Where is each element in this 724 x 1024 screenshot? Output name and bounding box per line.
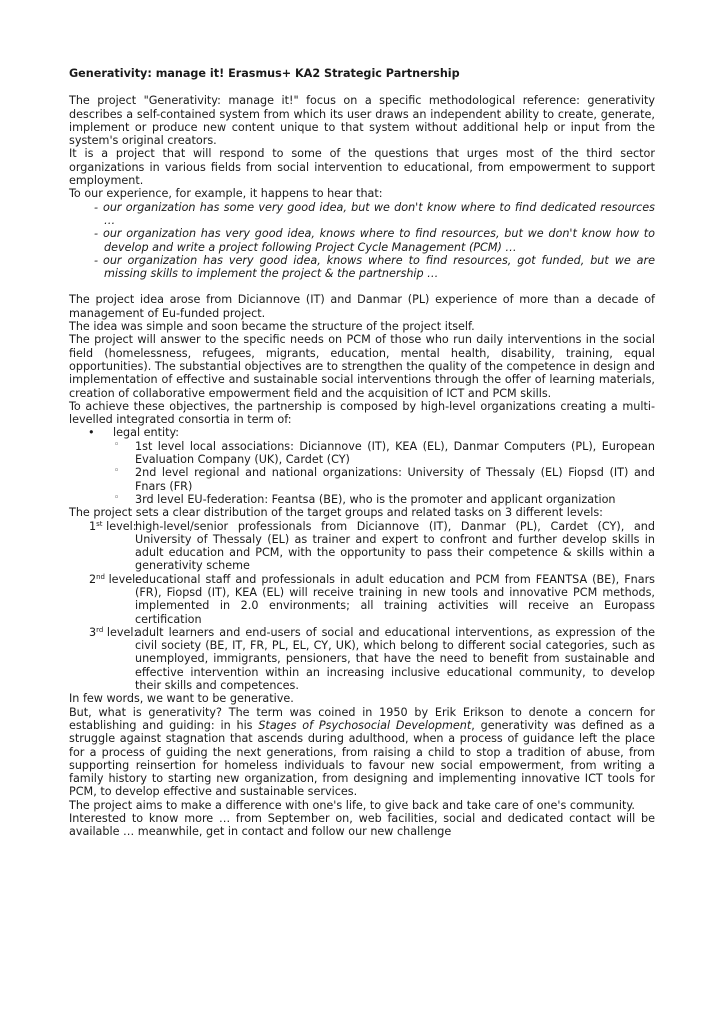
paragraph-gap [69, 280, 655, 293]
document-title: Generativity: manage it! Erasmus+ KA2 Strategic Partnership [69, 67, 460, 80]
quote-item [69, 254, 655, 281]
quote-item [69, 227, 655, 254]
sub-bullet-marker: ◦ [114, 439, 120, 450]
body-paragraph-1: The project idea arose from Diciannove (IT) and Danmar (PL) experience of more than a decade of management of Eu-funded project. [69, 293, 655, 320]
document-page [69, 67, 655, 839]
sub-bullet-item [69, 466, 655, 493]
level-ordinal: st [96, 519, 103, 528]
paragraph-text: , generativity was defined as a struggle against stagnation that ascends during adulthood, when a process of guidance left the place for a process of guiding the next generations, from raising a child to stop a tradition of abuse, from supporting reinsertion for homeless individuals to favour new social empowerment, from writing a family history to starting new organization, from designing and implementing innovative ICT tools for PCM, to develop effective and sustainable services. [69, 718, 655, 799]
sub-bullet-marker: ◦ [114, 492, 120, 503]
sub-bullet-text: 3rd level EU-federation: Feantsa (BE), who is the promoter and applicant organization [135, 492, 616, 506]
quote-item [69, 201, 655, 228]
sub-bullet-text: 2nd level regional and national organizations: University of Thessaly (EL) Fiopsd (IT) and Fnars (FR) [135, 466, 655, 493]
level-text: adult learners and end-users of social and educational interventions, as expression of the civil society (BE, IT, FR, PL, EL, CY, UK), which belong to different social categories, such as unemployed, immigrants, pensioners, that have the need to benefit from sustainable and effective intervention within an increasing inclusive educational community, to develop their skills and competences. [135, 625, 655, 693]
bullet-marker: • [88, 426, 95, 440]
sub-bullet-item [69, 440, 655, 467]
body-paragraph-3: The project will answer to the specific needs on PCM of those who run daily interventions in the social field (homelessness, refugees, migrants, education, mental health, disability, training, equal opportunities). The substantial objectives are to strengthen the quality of the competence in design and implementation of effective and sustainable social interventions through the offer of learning materials, creation of collaborative empowerment field and the acquisition of ICT and PCM skills. [69, 333, 655, 400]
level-text: high-level/senior professionals from Diciannove (IT), Danmar (PL), Cardet (CY), and University of Thessaly (EL) as trainer and expert to confront and further develop skills in adult education and PCM, with the opportunity to pass their competence & skills within a generativity scheme [135, 519, 655, 573]
quote-text: our organization has very good idea, knows where to find resources, but we don't know how to develop and write a project following Project Cycle Management (PCM) … [103, 227, 655, 254]
level-text: educational staff and professionals in adult education and PCM from FEANTSA (BE), Fnars (FR), Fiopsd (IT), KEA (EL) will receive training in new tools and innovative PCM methods, implemented in 2.0 environments; all training activities will receive an Europass certification [135, 572, 655, 626]
body-paragraph-4: To achieve these objectives, the partnership is composed by high-level organizations creating a multi-levelled integrated consortia in term of: [69, 399, 655, 427]
body-paragraph-7 [69, 706, 655, 799]
body-paragraph-2: The idea was simple and soon became the structure of the project itself. [69, 320, 475, 334]
level-ordinal: rd [96, 625, 104, 634]
book-title: Stages of Psychosocial Development [258, 718, 472, 732]
level-label: level: [108, 572, 139, 586]
body-paragraph-6: In few words, we want to be generative. [69, 692, 294, 706]
sub-bullet-text: 1st level local associations: Diciannove (IT), KEA (EL), Danmar Computers (PL), European Evaluation Company (UK), Cardet (CY) [135, 439, 655, 467]
body-paragraph-8: The project aims to make a difference with one's life, to give back and take care of one's community. [69, 798, 635, 812]
intro-paragraph-1: The project "Generativity: manage it!" focus on a specific methodological reference: generativity describes a self-contained system from which its user draws an independent ability to create, generate, implement or produce new content unique to that system without additional help or input from the system's original creators. [69, 94, 655, 148]
quote-text: our organization has very good idea, knows where to find resources, got funded, but we are missing skills to implement the project & the partnership … [103, 253, 655, 281]
paragraph-text: But, what is generativity? The term was coined in 1950 by Erik Erikson to denote a concern for establishing and guiding: in his [69, 705, 655, 732]
level-item [69, 573, 655, 626]
dash-marker: - [94, 227, 99, 241]
quote-text: our organization has some very good idea, but we don't know where to find dedicated resources … [103, 200, 655, 227]
level-ordinal: nd [96, 572, 106, 581]
level-number: 2 [89, 572, 97, 586]
level-number: 1 [89, 519, 97, 533]
dash-marker: - [94, 253, 99, 267]
dash-marker: - [94, 200, 99, 214]
level-heading [89, 573, 139, 586]
level-heading [89, 520, 136, 533]
body-paragraph-5: The project sets a clear distribution of the target groups and related tasks on 3 different levels: [69, 506, 603, 520]
level-label: level: [106, 625, 138, 639]
body-paragraph-9: Interested to know more … from September on, web facilities, social and dedicated contact will be available … meanwhile, get in contact and follow our new challenge [69, 812, 655, 839]
sub-bullet-item [69, 493, 655, 506]
level-item [69, 520, 655, 573]
intro-paragraph-3: To our experience, for example, it happens to hear that: [69, 187, 383, 201]
level-item [69, 626, 655, 692]
level-label: level: [106, 519, 137, 533]
sub-bullet-marker: ◦ [114, 466, 120, 477]
bullet-text: legal entity: [113, 426, 180, 440]
bullet-item [69, 426, 655, 439]
intro-paragraph-2: It is a project that will respond to some of the questions that urges most of the third sector organizations in various fields from social intervention to educational, from empowerment to support employment. [69, 147, 655, 188]
level-heading [89, 626, 137, 639]
level-number: 3 [89, 625, 97, 639]
